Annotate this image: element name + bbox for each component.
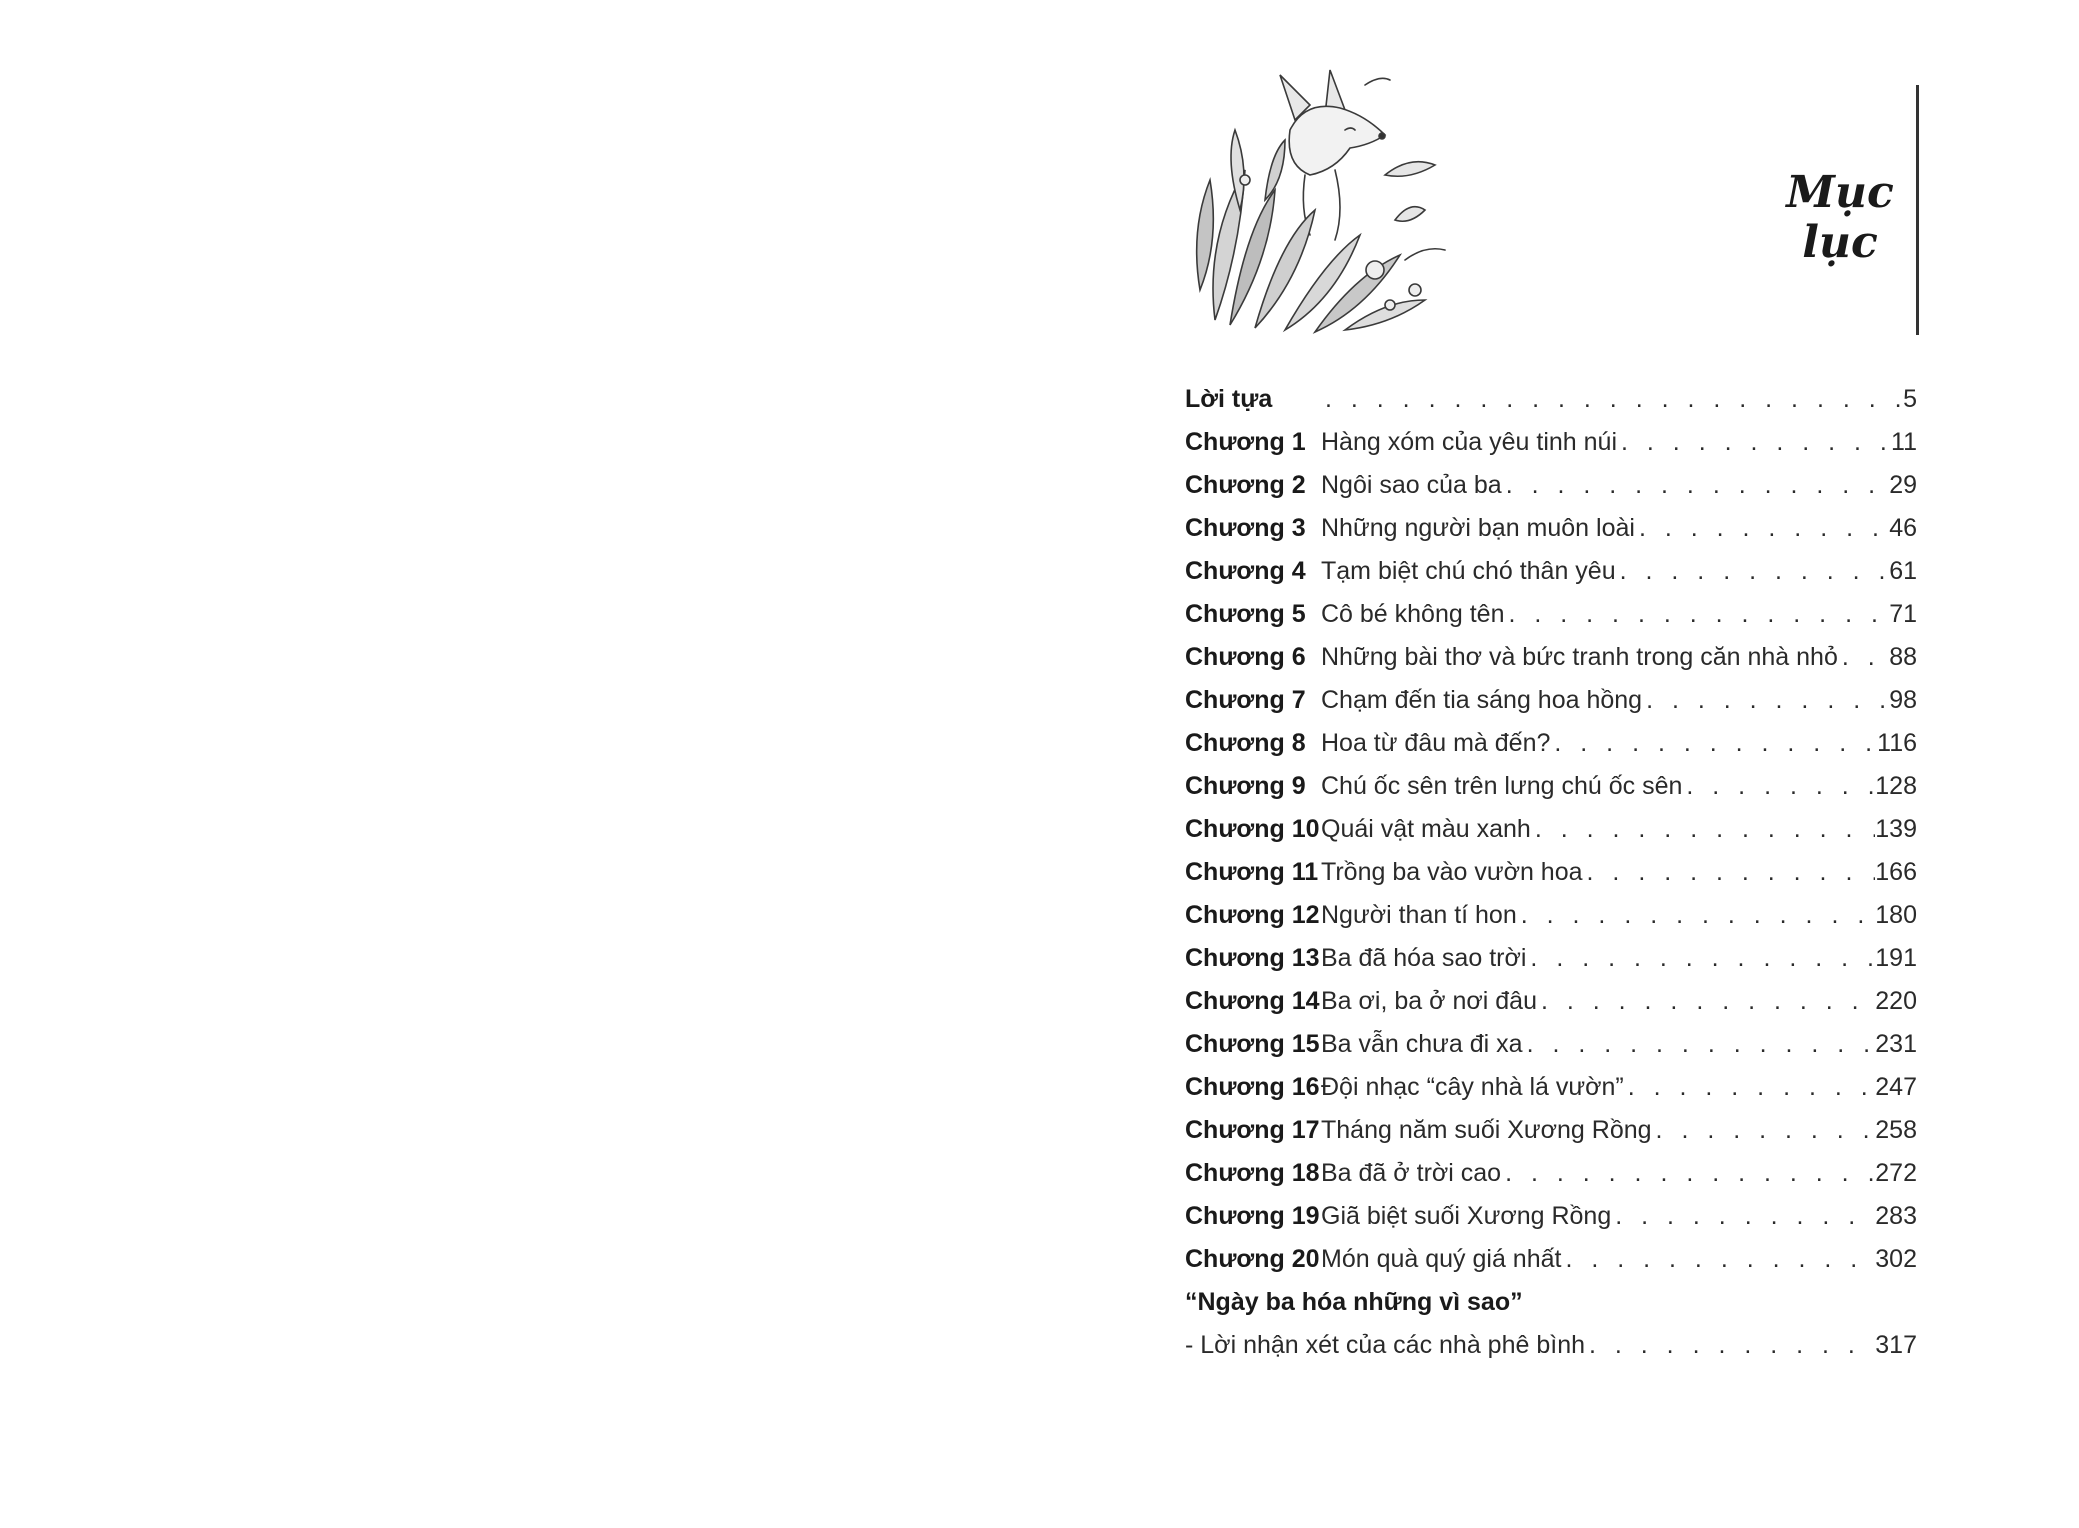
toc-entry[interactable] bbox=[1185, 679, 1917, 722]
toc-entry-page: 220 bbox=[1875, 987, 1917, 1015]
toc-entry[interactable] bbox=[1185, 765, 1917, 808]
toc-closing-heading[interactable] bbox=[1185, 1281, 1917, 1324]
toc-entry[interactable] bbox=[1185, 937, 1917, 980]
fox-illustration-icon bbox=[1185, 60, 1455, 340]
toc-entry-page: 88 bbox=[1889, 643, 1917, 671]
toc-entry-label: Chương 5 bbox=[1185, 600, 1306, 628]
toc-entry-page: 46 bbox=[1889, 514, 1917, 542]
toc-entry[interactable] bbox=[1185, 1023, 1917, 1066]
toc-entry-page: 247 bbox=[1875, 1073, 1917, 1101]
toc-leader-dots bbox=[1517, 894, 1876, 937]
toc-entry-page: 272 bbox=[1875, 1159, 1917, 1187]
toc-entry-label: Chương 13 bbox=[1185, 944, 1320, 972]
toc-entry[interactable] bbox=[1185, 378, 1917, 421]
title-divider bbox=[1916, 85, 1919, 335]
toc-entry-title: Trồng ba vào vườn hoa bbox=[1321, 858, 1583, 886]
toc-entry-page: 180 bbox=[1875, 901, 1917, 929]
toc-entry-title: Hoa từ đâu mà đến? bbox=[1321, 729, 1551, 757]
toc-leader-dots bbox=[1652, 1109, 1876, 1152]
toc-leader-dots bbox=[1624, 1066, 1876, 1109]
toc-entry[interactable] bbox=[1185, 1195, 1917, 1238]
toc-leader-dots bbox=[1550, 722, 1877, 765]
toc-entry[interactable] bbox=[1185, 851, 1917, 894]
toc-leader-dots bbox=[1502, 464, 1890, 507]
toc-entry-page: 11 bbox=[1891, 428, 1917, 456]
toc-entry-label: Chương 3 bbox=[1185, 514, 1306, 542]
toc-leader-dots bbox=[1501, 1152, 1875, 1195]
toc-entry[interactable] bbox=[1185, 1109, 1917, 1152]
toc-leader-dots bbox=[1504, 593, 1889, 636]
toc-entry-page: 71 bbox=[1889, 600, 1917, 628]
toc-entry-title: Chạm đến tia sáng hoa hồng bbox=[1321, 686, 1643, 714]
toc-leader-dots bbox=[1585, 1324, 1875, 1367]
toc-entry-label: Lời tựa bbox=[1185, 385, 1273, 413]
toc-leader-dots bbox=[1617, 421, 1891, 464]
toc-leader-dots bbox=[1611, 1195, 1875, 1238]
toc-entry-label: Chương 19 bbox=[1185, 1202, 1320, 1230]
toc-entry[interactable] bbox=[1185, 593, 1917, 636]
toc-entry-title: Cô bé không tên bbox=[1321, 600, 1505, 628]
toc-entry-title: Ba đã ở trời cao bbox=[1321, 1159, 1502, 1187]
toc-entry-label: Chương 1 bbox=[1185, 428, 1306, 456]
toc-entry-page: 231 bbox=[1875, 1030, 1917, 1058]
toc-leader-dots bbox=[1523, 1023, 1876, 1066]
toc-entry-title: Tháng năm suối Xương Rồng bbox=[1321, 1116, 1652, 1144]
toc-entry-label: Chương 9 bbox=[1185, 772, 1306, 800]
table-of-contents bbox=[1185, 378, 1917, 1367]
toc-entry-page: 128 bbox=[1875, 772, 1917, 800]
toc-leader-dots bbox=[1682, 765, 1875, 808]
toc-entry-label: Chương 6 bbox=[1185, 643, 1306, 671]
toc-entry[interactable] bbox=[1185, 507, 1917, 550]
toc-entry-title: Những bài thơ và bức tranh trong căn nhà nhỏ bbox=[1321, 643, 1838, 671]
toc-entry-label: Chương 15 bbox=[1185, 1030, 1320, 1058]
toc-entry-title: Người than tí hon bbox=[1321, 901, 1517, 929]
toc-leader-dots bbox=[1583, 851, 1876, 894]
toc-entry-page: 302 bbox=[1875, 1245, 1917, 1273]
toc-entry-label: Chương 18 bbox=[1185, 1159, 1320, 1187]
toc-entry-title: Tạm biệt chú chó thân yêu bbox=[1321, 557, 1616, 585]
toc-entry-page: 5 bbox=[1903, 385, 1917, 413]
toc-entry-title: Hàng xóm của yêu tinh núi bbox=[1321, 428, 1618, 456]
toc-entry-title: Chú ốc sên trên lưng chú ốc sên bbox=[1321, 772, 1683, 800]
toc-leader-dots bbox=[1616, 550, 1890, 593]
toc-leader-dots bbox=[1526, 937, 1875, 980]
toc-entry-title: Quái vật màu xanh bbox=[1321, 815, 1531, 843]
toc-entry[interactable] bbox=[1185, 980, 1917, 1023]
toc-entry-label: Chương 12 bbox=[1185, 901, 1320, 929]
toc-entry-page: 98 bbox=[1889, 686, 1917, 714]
page-title-line-1: Mục bbox=[1786, 167, 1894, 218]
toc-entry-title: Giã biệt suối Xương Rồng bbox=[1321, 1202, 1612, 1230]
toc-entry[interactable] bbox=[1185, 636, 1917, 679]
toc-entry-page: 166 bbox=[1875, 858, 1917, 886]
toc-entry-title: Ngôi sao của ba bbox=[1321, 471, 1502, 499]
toc-entry-page: 283 bbox=[1875, 1202, 1917, 1230]
toc-closing-entry[interactable] bbox=[1185, 1324, 1917, 1367]
toc-leader-dots bbox=[1838, 636, 1889, 679]
toc-entry-label: Chương 4 bbox=[1185, 557, 1306, 585]
toc-leader-dots bbox=[1642, 679, 1889, 722]
toc-entry[interactable] bbox=[1185, 1066, 1917, 1109]
toc-entry-label: Chương 17 bbox=[1185, 1116, 1320, 1144]
page-title-line-2: lục bbox=[1802, 217, 1878, 268]
toc-entry-page: 139 bbox=[1875, 815, 1917, 843]
toc-entry[interactable] bbox=[1185, 550, 1917, 593]
toc-entry-page: 191 bbox=[1875, 944, 1917, 972]
toc-entry-label: Chương 10 bbox=[1185, 815, 1320, 843]
toc-entry-page: 116 bbox=[1877, 729, 1917, 757]
toc-entry[interactable] bbox=[1185, 421, 1917, 464]
toc-entry-page: 29 bbox=[1889, 471, 1917, 499]
toc-entry[interactable] bbox=[1185, 464, 1917, 507]
toc-entry-title: Những người bạn muôn loài bbox=[1321, 514, 1635, 542]
toc-entry-title: Món quà quý giá nhất bbox=[1321, 1245, 1562, 1273]
toc-entry-title: Ba vẫn chưa đi xa bbox=[1321, 1030, 1523, 1058]
toc-entry[interactable] bbox=[1185, 1152, 1917, 1195]
toc-entry-label: Chương 14 bbox=[1185, 987, 1320, 1015]
toc-entry[interactable] bbox=[1185, 894, 1917, 937]
toc-closing-heading-text: “Ngày ba hóa những vì sao” bbox=[1185, 1288, 1523, 1316]
toc-entry-title: Ba đã hóa sao trời bbox=[1321, 944, 1527, 972]
toc-entry-label: Chương 2 bbox=[1185, 471, 1306, 499]
toc-entry-label: Chương 7 bbox=[1185, 686, 1306, 714]
toc-leader-dots bbox=[1321, 378, 1903, 421]
toc-leader-dots bbox=[1635, 507, 1889, 550]
toc-entry-page: 258 bbox=[1875, 1116, 1917, 1144]
toc-entry[interactable] bbox=[1185, 808, 1917, 851]
toc-entry-title: Đội nhạc “cây nhà lá vườn” bbox=[1321, 1073, 1624, 1101]
page-title bbox=[1780, 168, 1900, 268]
toc-entry[interactable] bbox=[1185, 722, 1917, 765]
toc-closing-entry-title: - Lời nhận xét của các nhà phê bình bbox=[1185, 1331, 1585, 1359]
toc-entry-title: Ba ơi, ba ở nơi đâu bbox=[1321, 987, 1537, 1015]
toc-entry-page: 61 bbox=[1889, 557, 1917, 585]
toc-entry-label: Chương 20 bbox=[1185, 1245, 1320, 1273]
toc-entry-label: Chương 11 bbox=[1185, 858, 1319, 886]
toc-closing-entry-page: 317 bbox=[1875, 1331, 1917, 1359]
toc-entry-label: Chương 16 bbox=[1185, 1073, 1320, 1101]
toc-entry-label: Chương 8 bbox=[1185, 729, 1306, 757]
toc-entry[interactable] bbox=[1185, 1238, 1917, 1281]
toc-leader-dots bbox=[1561, 1238, 1875, 1281]
toc-leader-dots bbox=[1537, 980, 1875, 1023]
toc-leader-dots bbox=[1531, 808, 1875, 851]
